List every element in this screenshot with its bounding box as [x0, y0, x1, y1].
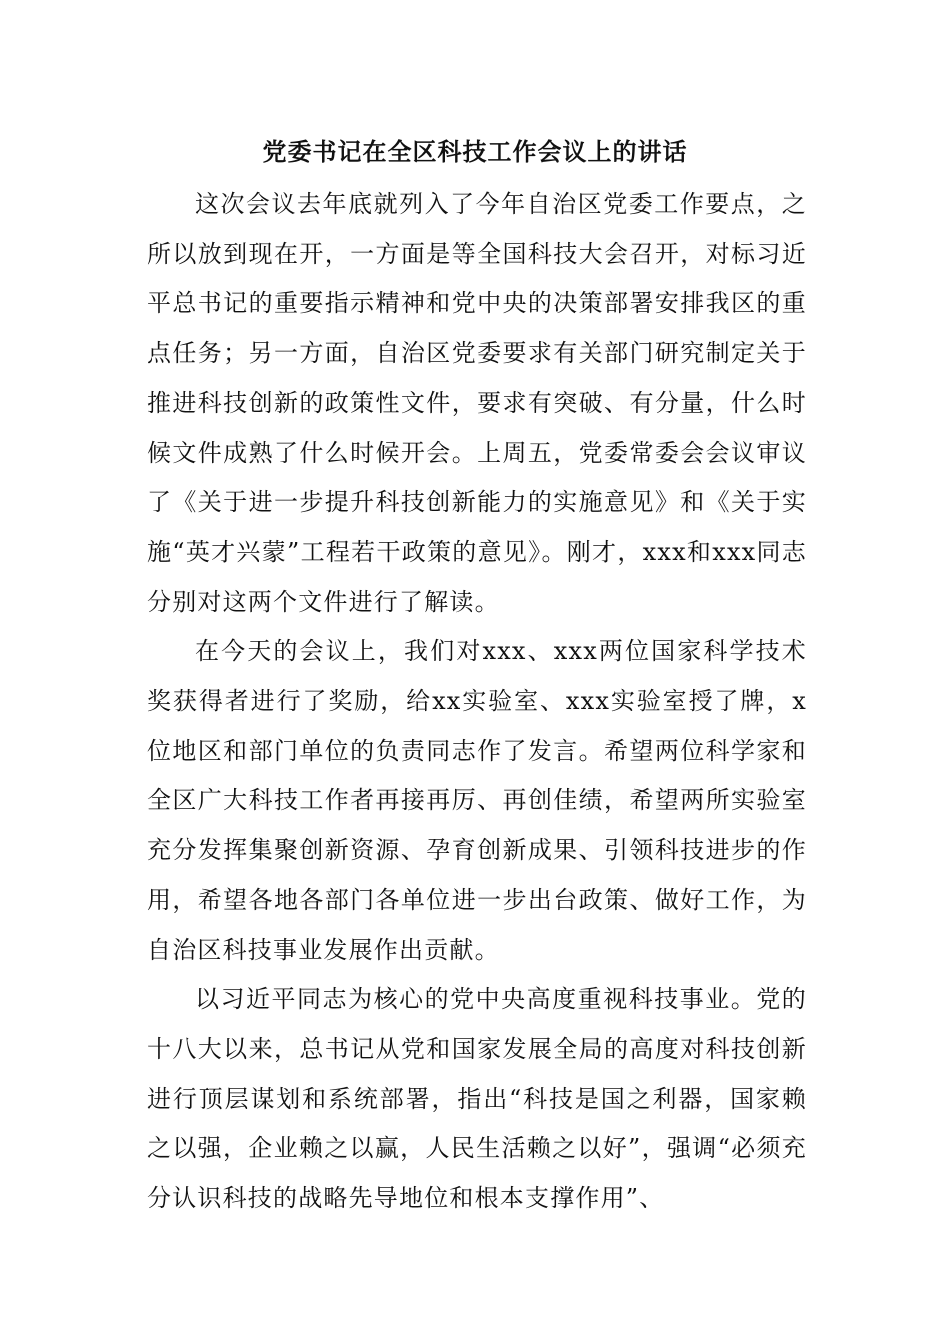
document-title: 党委书记在全区科技工作会议上的讲话	[262, 137, 688, 166]
paragraph-3: 以习近平同志为核心的党中央高度重视科技事业。党的十八大以来，总书记从党和国家发展全局的高度对科技创新进行顶层谋划和系统部署，指出“科技是国之利器，国家赖之以强，企业赖之以赢，人民生活赖之以好”，强调“必须充分认识科技的战略先导地位和根本支撑作用”、	[147, 985, 807, 1213]
document-body	[147, 180, 807, 1224]
paragraph-2: 在今天的会议上，我们对xxx、xxx两位国家科学技术奖获得者进行了奖励，给xx实验室、xxx实验室授了牌，x位地区和部门单位的负责同志作了发言。希望两位科学家和全区广大科技工作者再接再厉、再创佳绩，希望两所实验室充分发挥集聚创新资源、孕育创新成果、引领科技进步的作用，希望各地各部门各单位进一步出台政策、做好工作，为自治区科技事业发展作出贡献。	[147, 637, 807, 964]
paragraph-1: 这次会议去年底就列入了今年自治区党委工作要点，之所以放到现在开，一方面是等全国科技大会召开，对标习近平总书记的重要指示精神和党中央的决策部署安排我区的重点任务；另一方面，自治区党委要求有关部门研究制定关于推进科技创新的政策性文件，要求有突破、有分量，什么时候文件成熟了什么时候开会。上周五，党委常委会会议审议了《关于进一步提升科技创新能力的实施意见》和《关于实施“英才兴蒙”工程若干政策的意见》。刚才，xxx和xxx同志分别对这两个文件进行了解读。	[147, 190, 807, 616]
